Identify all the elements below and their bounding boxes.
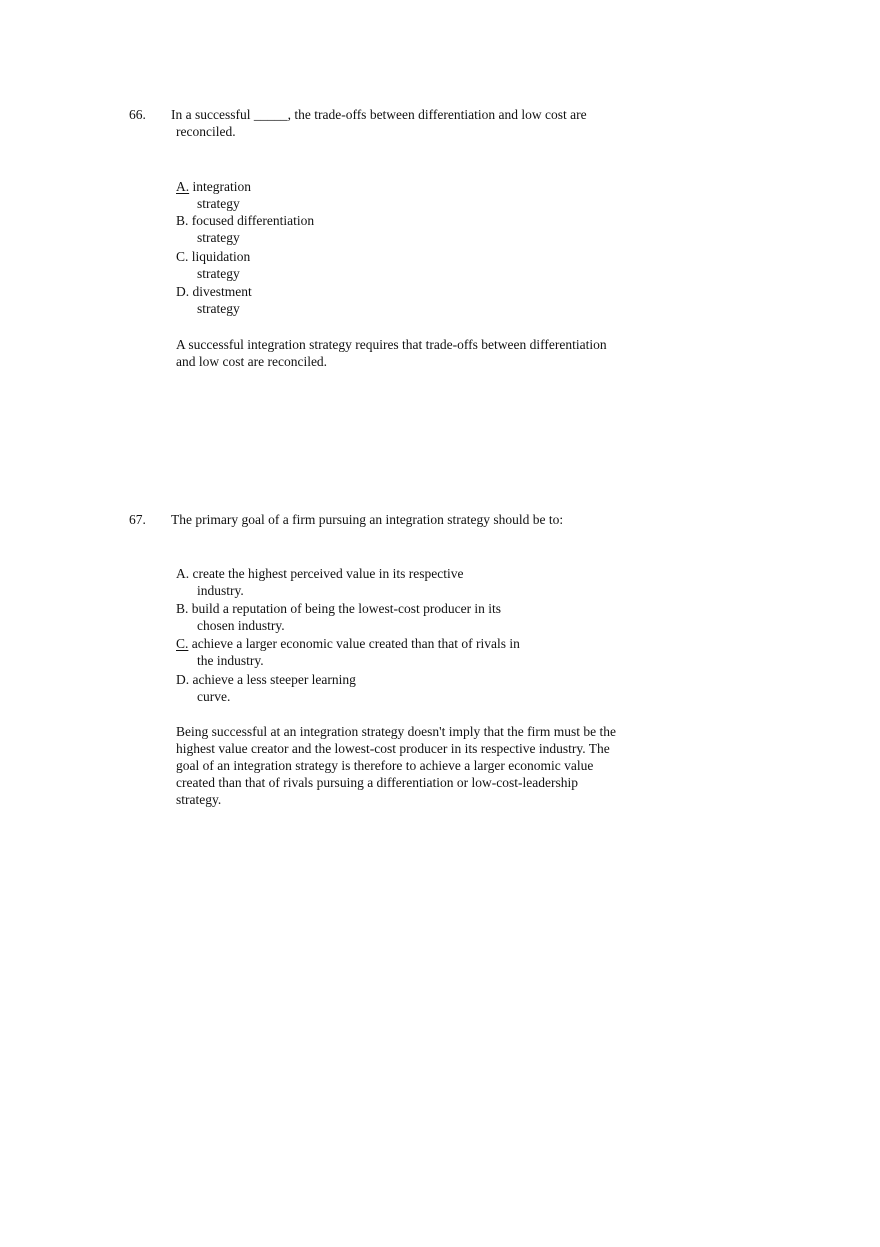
question-number: 66.	[129, 107, 146, 122]
option-a	[176, 565, 656, 599]
option-letter: A.	[176, 566, 190, 581]
explanation-line: strategy.	[176, 792, 222, 807]
option-text: build a reputation of being the lowest-cost producer in its	[191, 601, 502, 616]
stem-line: In a successful _____, the trade-offs between differentiation and low cost are	[171, 107, 587, 122]
option-text: industry.	[197, 583, 244, 598]
option-c	[176, 635, 656, 669]
option-text: create the highest perceived value in its respective	[192, 566, 464, 581]
option-text: strategy	[197, 266, 240, 281]
explanation-line: created than that of rivals pursuing a differentiation or low-cost-leadership	[176, 775, 578, 790]
stem-line: The primary goal of a firm pursuing an integration strategy should be to:	[171, 512, 564, 527]
option-text: chosen industry.	[197, 618, 285, 633]
option-text: the industry.	[197, 653, 264, 668]
option-text: liquidation	[191, 249, 251, 264]
option-text: achieve a less steeper learning	[192, 672, 356, 687]
option-text: curve.	[197, 689, 231, 704]
explanation-line: Being successful at an integration strategy doesn't imply that the firm must be the	[176, 724, 616, 739]
answer-explanation	[176, 336, 656, 370]
option-letter: C.	[176, 249, 189, 264]
option-a	[176, 178, 656, 212]
stem-line: reconciled.	[176, 124, 236, 139]
option-text: strategy	[197, 230, 240, 245]
option-letter: C.	[176, 636, 189, 651]
option-c	[176, 248, 656, 282]
option-letter: B.	[176, 213, 189, 228]
option-b	[176, 600, 656, 634]
option-d	[176, 283, 656, 317]
question-stem	[171, 511, 631, 528]
explanation-line: A successful integration strategy requires that trade-offs between differentiation	[176, 337, 607, 352]
option-text: integration	[192, 179, 251, 194]
option-letter: B.	[176, 601, 189, 616]
explanation-line: highest value creator and the lowest-cost producer in its respective industry. The	[176, 741, 610, 756]
answer-explanation	[176, 723, 656, 808]
explanation-line: goal of an integration strategy is therefore to achieve a larger economic value	[176, 758, 594, 773]
option-text: strategy	[197, 301, 240, 316]
option-text: focused differentiation	[191, 213, 315, 228]
option-letter: D.	[176, 672, 190, 687]
option-letter: A.	[176, 179, 190, 194]
option-text: strategy	[197, 196, 240, 211]
option-d	[176, 671, 656, 705]
option-b	[176, 212, 656, 246]
question-stem	[171, 106, 631, 140]
question-number: 67.	[129, 512, 146, 527]
option-text: achieve a larger economic value created than that of rivals in	[191, 636, 520, 651]
option-text: divestment	[192, 284, 252, 299]
explanation-line: and low cost are reconciled.	[176, 354, 328, 369]
option-letter: D.	[176, 284, 190, 299]
